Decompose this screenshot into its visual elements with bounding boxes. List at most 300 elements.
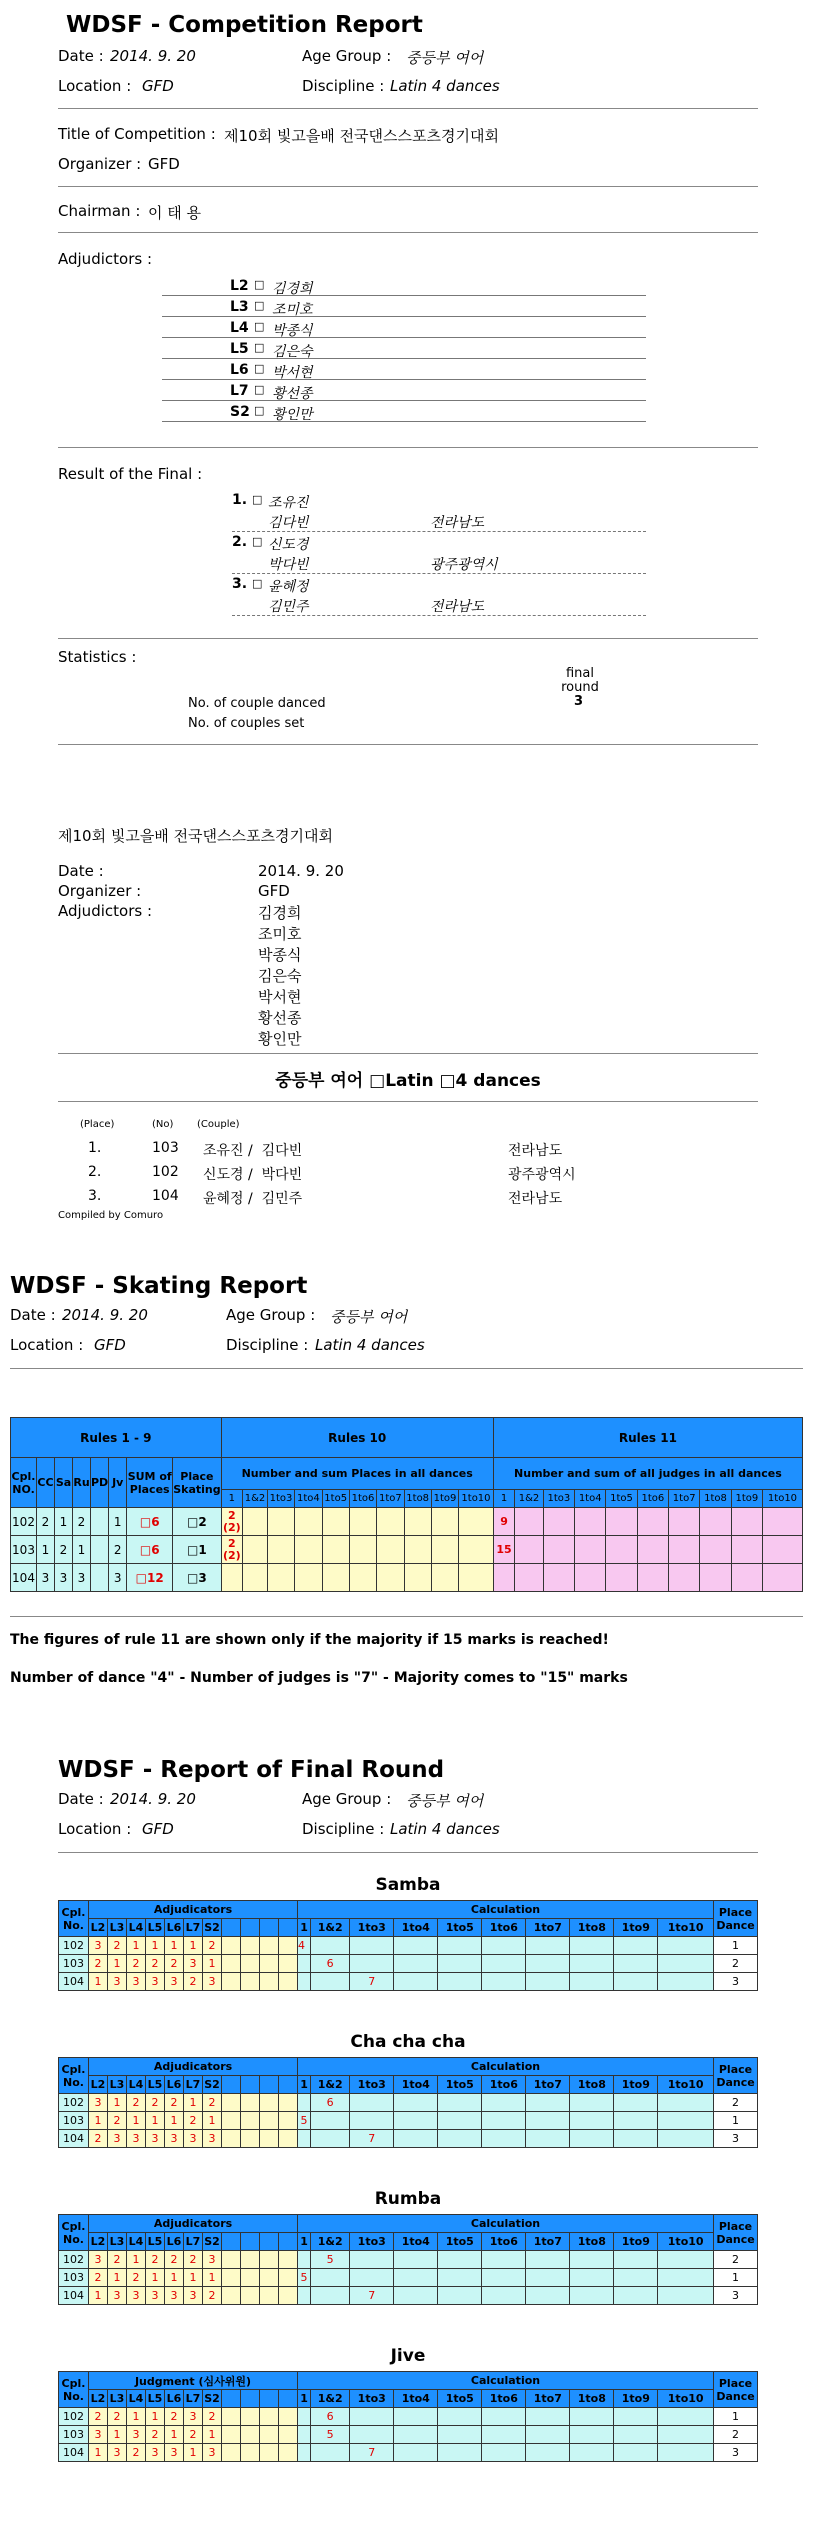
rules-11-subheader: Number and sum of all judges in all dances: [493, 1458, 802, 1490]
calc-col-header: 1to4: [394, 1919, 438, 1937]
result-name-1: 윤혜정: [268, 579, 309, 595]
adjudicator-row: [162, 275, 646, 296]
calc-value: 5: [326, 2428, 334, 2441]
couple-number: 104: [59, 1973, 89, 1991]
judge-mark: 2: [203, 2408, 222, 2426]
result-row: [232, 490, 646, 532]
empty-mark: [241, 2408, 260, 2426]
dance-place: 2: [109, 1536, 127, 1564]
adjudicator-flag: □: [254, 299, 265, 312]
calc-cell: [482, 2287, 526, 2305]
calc-value: 5: [300, 2114, 308, 2127]
calc-cell: [298, 1973, 311, 1991]
result-place: 2.: [232, 534, 248, 550]
judge-col-header: L5: [146, 1919, 165, 1937]
judge-mark: 2: [108, 2408, 127, 2426]
calc-cell: [614, 2112, 658, 2130]
summary-couple: 조유진 / 김다빈: [203, 1143, 303, 1159]
calc-cell: [658, 2444, 714, 2462]
calc-cell: [614, 2444, 658, 2462]
judge-col-header: L4: [127, 2390, 146, 2408]
judge-mark: 3: [184, 2130, 203, 2148]
calc-cell: [350, 2094, 394, 2112]
rule-10-cell: [295, 1536, 322, 1564]
calc-cell: [482, 1937, 526, 1955]
rule-10-cell: [459, 1508, 494, 1536]
summary-number: 102: [152, 1164, 179, 1180]
judge-col-header: L2: [89, 1919, 108, 1937]
calc-cell: [350, 1955, 394, 1973]
calc-cell: [614, 2130, 658, 2148]
judge-mark: 3: [203, 2130, 222, 2148]
dance-col-header: Ru: [73, 1458, 91, 1508]
dance-row: [59, 2251, 758, 2269]
judge-mark: 1: [89, 2287, 108, 2305]
judge-mark: 2: [165, 2408, 184, 2426]
final-location-value: GFD: [142, 1820, 174, 1838]
dance-row: [59, 2444, 758, 2462]
calc-value: 7: [368, 2446, 376, 2459]
calc-cell: [526, 2287, 570, 2305]
rule-11-cell: [700, 1564, 731, 1592]
empty-mark: [222, 2426, 241, 2444]
calc-col-header: 1to4: [394, 2390, 438, 2408]
empty-judge-header: [241, 2390, 260, 2408]
calc-cell: [658, 2408, 714, 2426]
couple-number: 104: [59, 2130, 89, 2148]
calc-col-header: 1to3: [543, 1490, 574, 1508]
summary-adjudicator: 박서현: [258, 988, 302, 1006]
judge-mark: 3: [203, 2444, 222, 2462]
empty-mark: [222, 2287, 241, 2305]
calc-cell: [482, 2444, 526, 2462]
calc-cell: [350, 2408, 394, 2426]
final-date-value: 2014. 9. 20: [110, 1790, 196, 1808]
judge-mark: 3: [184, 2287, 203, 2305]
final-age-value: 중등부 여어: [406, 1792, 484, 1810]
empty-judge-header: [260, 2076, 279, 2094]
calc-col-header: 1to3: [267, 1490, 294, 1508]
adjudicator-flag: □: [254, 278, 265, 291]
empty-mark: [260, 2112, 279, 2130]
calc-cell: [394, 2094, 438, 2112]
calc-col-header: 1to10: [658, 2390, 714, 2408]
dance-name: Jive: [390, 2346, 426, 2366]
empty-mark: [222, 2444, 241, 2462]
judge-col-header: L6: [165, 2390, 184, 2408]
calc-col-header: 1to3: [350, 1919, 394, 1937]
calc-cell: [394, 1937, 438, 1955]
result-name-2: 박다빈: [268, 557, 309, 573]
calc-col-header: 1to3: [350, 2390, 394, 2408]
result-region: 전라남도: [430, 599, 485, 615]
calc-cell: [614, 2251, 658, 2269]
adjudicator-code: S2: [230, 404, 250, 420]
adjudicators-header: Adjudicators: [89, 2058, 298, 2076]
empty-mark: [260, 2251, 279, 2269]
judge-mark: 2: [89, 2269, 108, 2287]
date-value: 2014. 9. 20: [110, 47, 196, 65]
judge-mark: 2: [89, 1955, 108, 1973]
calc-col-header: 1to9: [614, 2390, 658, 2408]
empty-mark: [241, 2094, 260, 2112]
empty-mark: [260, 2408, 279, 2426]
empty-judge-header: [279, 2390, 298, 2408]
judge-mark: 2: [184, 2251, 203, 2269]
calc-cell: [311, 1973, 350, 1991]
couples-danced-label: No. of couple danced: [188, 696, 326, 711]
statistics-label: Statistics :: [58, 648, 137, 666]
judge-mark: 3: [108, 2130, 127, 2148]
divider: [58, 108, 758, 109]
rule-10-cell: [459, 1564, 494, 1592]
calc-col-header: 1to8: [404, 1490, 431, 1508]
calc-col-header: 1&2: [311, 2233, 350, 2251]
result-region: 전라남도: [430, 515, 485, 531]
rule-10-cell: [377, 1508, 404, 1536]
calc-cell: [350, 1973, 394, 1991]
adjudicator-flag: □: [254, 320, 265, 333]
calc-cell: [482, 1955, 526, 1973]
result-name-2: 김다빈: [268, 515, 309, 531]
summary-organizer-value: GFD: [258, 882, 290, 900]
calc-cell: [311, 2408, 350, 2426]
place-dance: 1: [714, 1937, 758, 1955]
calc-value: 6: [326, 2410, 334, 2423]
calc-col-header: 1to9: [614, 1919, 658, 1937]
calc-cell: [298, 2094, 311, 2112]
calc-cell: [350, 2287, 394, 2305]
calc-cell: [570, 2112, 614, 2130]
result-place: 3.: [232, 576, 248, 592]
calc-cell: [526, 2269, 570, 2287]
empty-judge-header: [279, 2076, 298, 2094]
calc-cell: [438, 2444, 482, 2462]
cpl-no-header: Cpl. NO.: [11, 1458, 37, 1508]
calc-cell: [570, 2251, 614, 2269]
couple-number: 102: [59, 2251, 89, 2269]
title-of-competition-value: 제10회 빛고을배 전국댄스스포츠경기대회: [224, 127, 499, 145]
skating-row: [11, 1536, 803, 1564]
judge-col-header: L3: [108, 2233, 127, 2251]
empty-judge-header: [222, 2076, 241, 2094]
calc-cell: [614, 2408, 658, 2426]
rule-11-cell: [493, 1536, 515, 1564]
judge-mark: 1: [165, 1937, 184, 1955]
rule-10-cell: [267, 1508, 294, 1536]
calc-cell: [526, 2112, 570, 2130]
judge-col-header: L5: [146, 2076, 165, 2094]
divider: [58, 1101, 758, 1102]
calc-cell: [311, 2444, 350, 2462]
calc-col-header: 1to5: [438, 2076, 482, 2094]
judge-col-header: L6: [165, 1919, 184, 1937]
judge-mark: 3: [146, 2444, 165, 2462]
calc-col-header: 1to5: [438, 2390, 482, 2408]
empty-mark: [222, 2094, 241, 2112]
couple-number: 103: [59, 1955, 89, 1973]
calc-cell: [394, 2269, 438, 2287]
rule-10-cell: [404, 1536, 431, 1564]
chairman-value: 이 태 용: [148, 204, 202, 222]
calc-cell: [658, 2287, 714, 2305]
calc-cell: [298, 1955, 311, 1973]
judge-mark: 1: [203, 2269, 222, 2287]
result-row: [232, 574, 646, 616]
calc-cell: [394, 2287, 438, 2305]
divider: [58, 447, 758, 448]
empty-mark: [260, 1973, 279, 1991]
age-group-value: 중등부 여어: [406, 49, 484, 67]
rule-10-cell: [349, 1564, 376, 1592]
calc-cell: [482, 2251, 526, 2269]
judge-mark: 2: [184, 2426, 203, 2444]
judge-mark: 3: [146, 2287, 165, 2305]
adjudicator-name: 조미호: [272, 302, 313, 318]
summary-adjudicator: 황선종: [258, 1009, 302, 1027]
calc-cell: [570, 2444, 614, 2462]
organizer-value: GFD: [148, 155, 180, 173]
empty-mark: [241, 2426, 260, 2444]
empty-mark: [279, 2251, 298, 2269]
judge-mark: 2: [203, 1937, 222, 1955]
calc-cell: [570, 1973, 614, 1991]
dance-col-header: PD: [91, 1458, 109, 1508]
calc-col-header: 1to6: [637, 1490, 668, 1508]
summary-place: 1.: [88, 1140, 102, 1156]
judge-col-header: L2: [89, 2390, 108, 2408]
calc-cell: [614, 2094, 658, 2112]
place-dance: 3: [714, 1973, 758, 1991]
judge-mark: 1: [184, 2269, 203, 2287]
judge-mark: 3: [165, 2130, 184, 2148]
summary-adjudicator: 김은숙: [258, 967, 302, 985]
calc-cell: [570, 1955, 614, 1973]
judge-col-header: L6: [165, 2233, 184, 2251]
rule-11-cell: [763, 1536, 803, 1564]
empty-mark: [222, 1955, 241, 1973]
cpl-no-header: Cpl. No.: [59, 1901, 89, 1937]
judge-mark: 1: [89, 2112, 108, 2130]
adjudicator-row: [162, 338, 646, 359]
empty-mark: [279, 1973, 298, 1991]
judge-col-header: L7: [184, 2390, 203, 2408]
judge-mark: 1: [127, 1937, 146, 1955]
rule-11-cell: [543, 1508, 574, 1536]
empty-mark: [241, 2269, 260, 2287]
summary-adjudicator: 김경희: [258, 904, 302, 922]
col-place-header: (Place): [80, 1119, 115, 1130]
dance-place: 1: [55, 1508, 73, 1536]
judge-mark: 2: [165, 1955, 184, 1973]
rule-11-cell: [515, 1564, 543, 1592]
calc-value: 5: [300, 2271, 308, 2284]
dance-place: 2: [73, 1508, 91, 1536]
couple-number: 102: [59, 2094, 89, 2112]
empty-judge-header: [222, 2233, 241, 2251]
adjudicator-name: 황인만: [272, 407, 313, 423]
calc-col-header: 1to3: [350, 2076, 394, 2094]
chairman-label: Chairman :: [58, 202, 141, 220]
divider: [58, 638, 758, 639]
empty-judge-header: [279, 2233, 298, 2251]
adjudicator-row: [162, 359, 646, 380]
calc-col-header: 1: [493, 1490, 515, 1508]
calc-cell: [482, 2408, 526, 2426]
calc-cell: [350, 2130, 394, 2148]
calc-cell: [311, 2094, 350, 2112]
judge-col-header: S2: [203, 1919, 222, 1937]
empty-mark: [241, 2444, 260, 2462]
rule-11-cell: [763, 1508, 803, 1536]
calc-cell: [570, 2269, 614, 2287]
empty-mark: [241, 2251, 260, 2269]
summary-region: 전라남도: [508, 1191, 563, 1207]
calc-value: 5: [326, 2253, 334, 2266]
rule-11-cell: [575, 1564, 606, 1592]
skating-discipline-value: Latin 4 dances: [315, 1336, 425, 1354]
adjudicator-code: L5: [230, 341, 249, 357]
calc-cell: [311, 2130, 350, 2148]
final-discipline-value: Latin 4 dances: [390, 1820, 500, 1838]
judge-mark: 3: [127, 2426, 146, 2444]
calc-col-header: 1to6: [482, 2233, 526, 2251]
empty-mark: [241, 1955, 260, 1973]
discipline-value: Latin 4 dances: [390, 77, 500, 95]
skating-location-value: GFD: [94, 1336, 126, 1354]
dance-row: [59, 2408, 758, 2426]
dance-place: 2: [37, 1508, 55, 1536]
calc-cell: [438, 2130, 482, 2148]
couple-number: 103: [59, 2112, 89, 2130]
judge-mark: 2: [146, 2094, 165, 2112]
judge-mark: 3: [127, 1973, 146, 1991]
calc-col-header: 1to8: [700, 1490, 731, 1508]
rule-11-cell: [669, 1536, 700, 1564]
summary-adjudicator: 박종식: [258, 946, 302, 964]
final-result-list: [232, 490, 646, 616]
empty-mark: [222, 1973, 241, 1991]
adjudicator-flag: □: [254, 341, 265, 354]
rule-11-cell: [637, 1536, 668, 1564]
calc-col-header: 1to8: [570, 1919, 614, 1937]
calc-cell: [350, 1937, 394, 1955]
empty-mark: [260, 2130, 279, 2148]
rule-10-cell: [243, 1564, 268, 1592]
calc-cell: [570, 2287, 614, 2305]
calc-col-header: 1to7: [377, 1490, 404, 1508]
judge-mark: 3: [165, 2287, 184, 2305]
judge-col-header: L5: [146, 2390, 165, 2408]
calc-col-header: 1to5: [322, 1490, 349, 1508]
rule-10-cell: [322, 1536, 349, 1564]
calc-col-header: 1to7: [526, 1919, 570, 1937]
dance-row: [59, 2269, 758, 2287]
place-dance-header: Place Dance: [714, 2058, 758, 2094]
sum-places-header: SUM of Places: [127, 1458, 173, 1508]
calc-cell: [526, 1955, 570, 1973]
date-label: Date :: [58, 47, 104, 65]
judge-mark: 1: [146, 1937, 165, 1955]
rule-11-cell: [493, 1564, 515, 1592]
judge-mark: 1: [165, 2112, 184, 2130]
place-dance: 2: [714, 2426, 758, 2444]
rule-11-cell: [669, 1564, 700, 1592]
judge-mark: 1: [203, 1955, 222, 1973]
calc-cell: [298, 2251, 311, 2269]
empty-judge-header: [241, 2233, 260, 2251]
judge-mark: 1: [108, 2269, 127, 2287]
empty-mark: [260, 2094, 279, 2112]
calc-cell: [526, 2130, 570, 2148]
calc-col-header: 1to7: [526, 2233, 570, 2251]
calc-col-header: 1to5: [438, 1919, 482, 1937]
judge-mark: 3: [146, 2130, 165, 2148]
round-label: round: [561, 680, 599, 695]
judge-mark: 1: [146, 2112, 165, 2130]
calc-cell: [394, 2130, 438, 2148]
calc-col-header: 1to4: [394, 2076, 438, 2094]
judge-mark: 3: [89, 2094, 108, 2112]
result-flag: □: [252, 535, 263, 548]
rule-11-cell: [731, 1536, 762, 1564]
place-dance: 2: [714, 2094, 758, 2112]
place-dance: 2: [714, 1955, 758, 1973]
rule-11-cell: [731, 1564, 762, 1592]
judge-mark: 1: [203, 2112, 222, 2130]
empty-mark: [279, 2426, 298, 2444]
judge-mark: 3: [127, 2287, 146, 2305]
calc-col-header: 1to9: [431, 1490, 458, 1508]
calc-cell: [570, 1937, 614, 1955]
divider: [58, 1053, 758, 1054]
judge-mark: 1: [184, 2444, 203, 2462]
calc-cell: [526, 2444, 570, 2462]
dance-place: [91, 1536, 109, 1564]
rule-11-cell: [763, 1564, 803, 1592]
rule-10-cell: [377, 1536, 404, 1564]
judge-mark: 2: [146, 1955, 165, 1973]
calc-col-header: 1to5: [438, 2233, 482, 2251]
col-no-header: (No): [152, 1119, 174, 1130]
rule-10-cell: [377, 1564, 404, 1592]
calc-col-header: 1to5: [606, 1490, 637, 1508]
judge-mark: 1: [127, 2408, 146, 2426]
calc-cell: [614, 1973, 658, 1991]
location-label: Location :: [58, 77, 132, 95]
calc-cell: [438, 1937, 482, 1955]
judge-col-header: S2: [203, 2233, 222, 2251]
rule-10-cell: [349, 1536, 376, 1564]
judge-mark: 3: [203, 2251, 222, 2269]
calc-value: 7: [368, 1975, 376, 1988]
judge-col-header: L6: [165, 2076, 184, 2094]
dance-place: [91, 1564, 109, 1592]
rules-10-subheader: Number and sum Places in all dances: [221, 1458, 493, 1490]
result-row: [232, 532, 646, 574]
dance-name: Samba: [375, 1875, 441, 1895]
judge-mark: 2: [89, 2130, 108, 2148]
judge-mark: 2: [108, 1937, 127, 1955]
adjudicator-code: L3: [230, 299, 249, 315]
calc-col-header: 1to8: [570, 2076, 614, 2094]
calc-cell: [658, 2130, 714, 2148]
calc-col-header: 1to10: [459, 1490, 494, 1508]
adjudicator-name: 김은숙: [272, 344, 313, 360]
empty-mark: [241, 2130, 260, 2148]
final-discipline-label: Discipline :: [302, 1820, 385, 1838]
summary-date-value: 2014. 9. 20: [258, 862, 344, 880]
